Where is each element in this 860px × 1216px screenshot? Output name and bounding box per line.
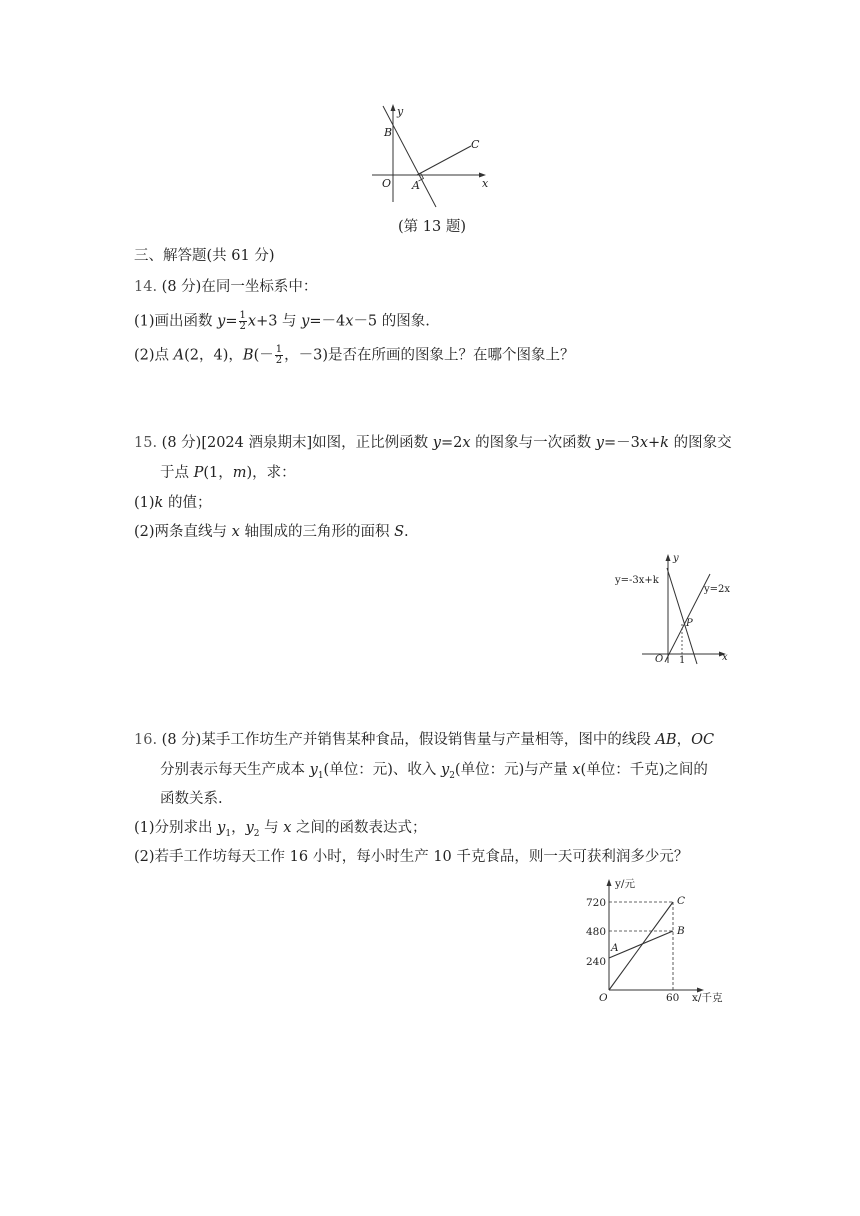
q14-p1-frac-den: 2 (239, 321, 246, 332)
q14-p2-c: (－ (253, 347, 274, 364)
q15-part1 (134, 493, 211, 513)
q16-l2-b: (单位：元)、收入 (323, 762, 441, 778)
fig16-label-a: A (611, 942, 619, 954)
q14-p2-point-b: B (242, 347, 254, 364)
fig15-label-y: y (673, 553, 679, 564)
q14-p1-fraction (239, 311, 247, 332)
fig16-xlabel: x/千克 (692, 992, 723, 1004)
q14-p1-d: －5 的图象. (353, 313, 430, 330)
q15-l1-b: =2 (440, 435, 463, 451)
q14-p1-x: x (247, 313, 257, 330)
q15-l1-x2: x (639, 435, 649, 451)
q15-l2-c: )，求： (246, 465, 296, 481)
fig15-label-x: x (722, 652, 728, 663)
q15-l2-m: m (232, 465, 247, 481)
q15-l2-p: P (193, 465, 204, 481)
q15-l2-b: (1， (203, 465, 233, 481)
q16-l2-d: (单位：千克)之间的 (580, 762, 708, 778)
q16-l2-y1: y (309, 762, 318, 778)
q15-l1-f: 的图象交 (668, 435, 732, 451)
q14-stem-text: (8 分)在同一坐标系中： (161, 279, 318, 295)
fig16-label-b: B (677, 925, 685, 937)
q15-line2 (160, 463, 296, 483)
q15-p2-x: x (231, 524, 240, 540)
q16-p1-c: 与 (259, 820, 284, 836)
q14-stem (134, 277, 317, 297)
fig15-label-p: P (686, 618, 693, 629)
q15-l1-d: =－3 (603, 435, 640, 451)
fig16-ylabel: y/元 (615, 878, 635, 890)
q15-l1-y: y (432, 435, 441, 451)
q14-p2-point-a: A (173, 347, 185, 364)
q15-l1-k: k (660, 435, 669, 451)
figure-13 (368, 100, 498, 210)
q16-p1-b: ， (231, 820, 246, 836)
fig16-tick-240: 240 (586, 956, 607, 968)
q16-p1-y2: y (245, 820, 254, 836)
q14-p2-frac-num: 1 (275, 344, 283, 355)
fig13-label-a: A (412, 179, 420, 192)
q16-l2-y2: y (440, 762, 450, 778)
fig15-label-line1: y=-3x+k (615, 575, 659, 586)
fig15-label-line2: y=2x (704, 584, 731, 595)
q14-p2-fraction (275, 345, 283, 366)
q16-l2-sub2: 2 (449, 770, 455, 781)
fig16-label-o: O (599, 992, 608, 1004)
q14-part2 (134, 345, 575, 366)
q15-p1-a: (1) (134, 495, 155, 511)
fig15-label-one: 1 (679, 655, 686, 666)
q14-p2-d: ，－3)是否在所画的图象上？在哪个图象上？ (284, 347, 575, 364)
q15-l1-a: (8 分)[2024 酒泉期末]如图，正比例函数 (161, 435, 433, 451)
q16-l2-sub1: 1 (317, 770, 324, 781)
q16-p1-x: x (283, 820, 292, 836)
q15-l1-x: x (462, 435, 471, 451)
q14-p1-a: (1)画出函数 (134, 313, 218, 330)
q15-p1-b: 的值； (163, 495, 212, 511)
figure-15 (612, 548, 734, 668)
fig13-label-c: C (471, 138, 480, 151)
q15-l1-c: 的图象与一次函数 (470, 435, 596, 451)
figure-13-caption: (第 13 题) (398, 219, 466, 235)
q16-part1 (134, 818, 427, 844)
q16-l1-oc: OC (691, 732, 715, 748)
q16-part2: (2)若手工作坊每天工作 16 小时，每小时生产 10 千克食品，则一天可获利润多少元？ (134, 849, 689, 865)
q14-p2-frac-den: 2 (275, 355, 283, 366)
q14-p1-y2: y (301, 313, 310, 330)
q15-p2-c: . (404, 524, 409, 540)
fig16-tick-60: 60 (666, 992, 680, 1004)
q15-line1 (134, 433, 732, 453)
q16-p1-sub1: 1 (225, 828, 232, 839)
q14-p1-frac-num: 1 (239, 310, 246, 321)
q14-p1-y: y (217, 313, 226, 330)
q16-line2 (160, 760, 708, 786)
q15-part2 (134, 522, 409, 542)
q16-p1-y1: y (217, 820, 226, 836)
q16-p1-sub2: 2 (253, 828, 260, 839)
fig16-label-c: C (677, 895, 686, 907)
q14-p2-b: (2，4)， (184, 347, 243, 364)
q14-p1-b: +3 与 (256, 313, 302, 330)
q16-number: 16. (134, 732, 158, 748)
q15-number: 15. (134, 435, 158, 451)
q14-p1-c: =－4 (309, 313, 346, 330)
q16-p1-a: (1)分别求出 (134, 820, 218, 836)
section-title: 三、解答题(共 61 分) (134, 248, 275, 264)
q16-p1-d: 之间的函数表达式； (291, 820, 427, 836)
q15-l2-a: 于点 (160, 465, 194, 481)
fig13-label-b: B (384, 126, 393, 139)
q14-p1-x2: x (345, 313, 354, 330)
q16-l1-b: ， (676, 732, 692, 748)
q15-p2-b: 轴围成的三角形的面积 (239, 524, 395, 540)
q16-line3: 函数关系. (160, 791, 223, 807)
q14-number: 14. (134, 279, 158, 295)
q15-p2-s: S (394, 524, 404, 540)
q16-l2-c: (单位：元)与产量 (454, 762, 573, 778)
q15-p2-a: (2)两条直线与 (134, 524, 232, 540)
q14-p1-eq: = (225, 313, 238, 330)
fig13-label-x: x (482, 177, 489, 190)
q15-l1-e: + (648, 435, 661, 451)
q16-l1-a: (8 分)某手工作坊生产并销售某种食品，假设销售量与产量相等，图中的线段 (161, 732, 656, 748)
fig16-tick-720: 720 (586, 897, 607, 909)
q16-l2-a: 分别表示每天生产成本 (160, 762, 310, 778)
q16-line1 (134, 730, 714, 750)
fig13-label-y: y (397, 105, 404, 118)
fig13-label-o: O (382, 177, 392, 190)
figure-16 (582, 874, 734, 1006)
fig16-tick-480: 480 (586, 926, 607, 938)
q15-l1-y2: y (595, 435, 604, 451)
q14-p2-a: (2)点 (134, 347, 174, 364)
fig15-label-o: O (655, 654, 664, 665)
q16-l2-x: x (572, 762, 581, 778)
q15-p1-k: k (154, 495, 164, 511)
q14-part1 (134, 311, 430, 332)
q16-l1-ab: AB (655, 732, 677, 748)
